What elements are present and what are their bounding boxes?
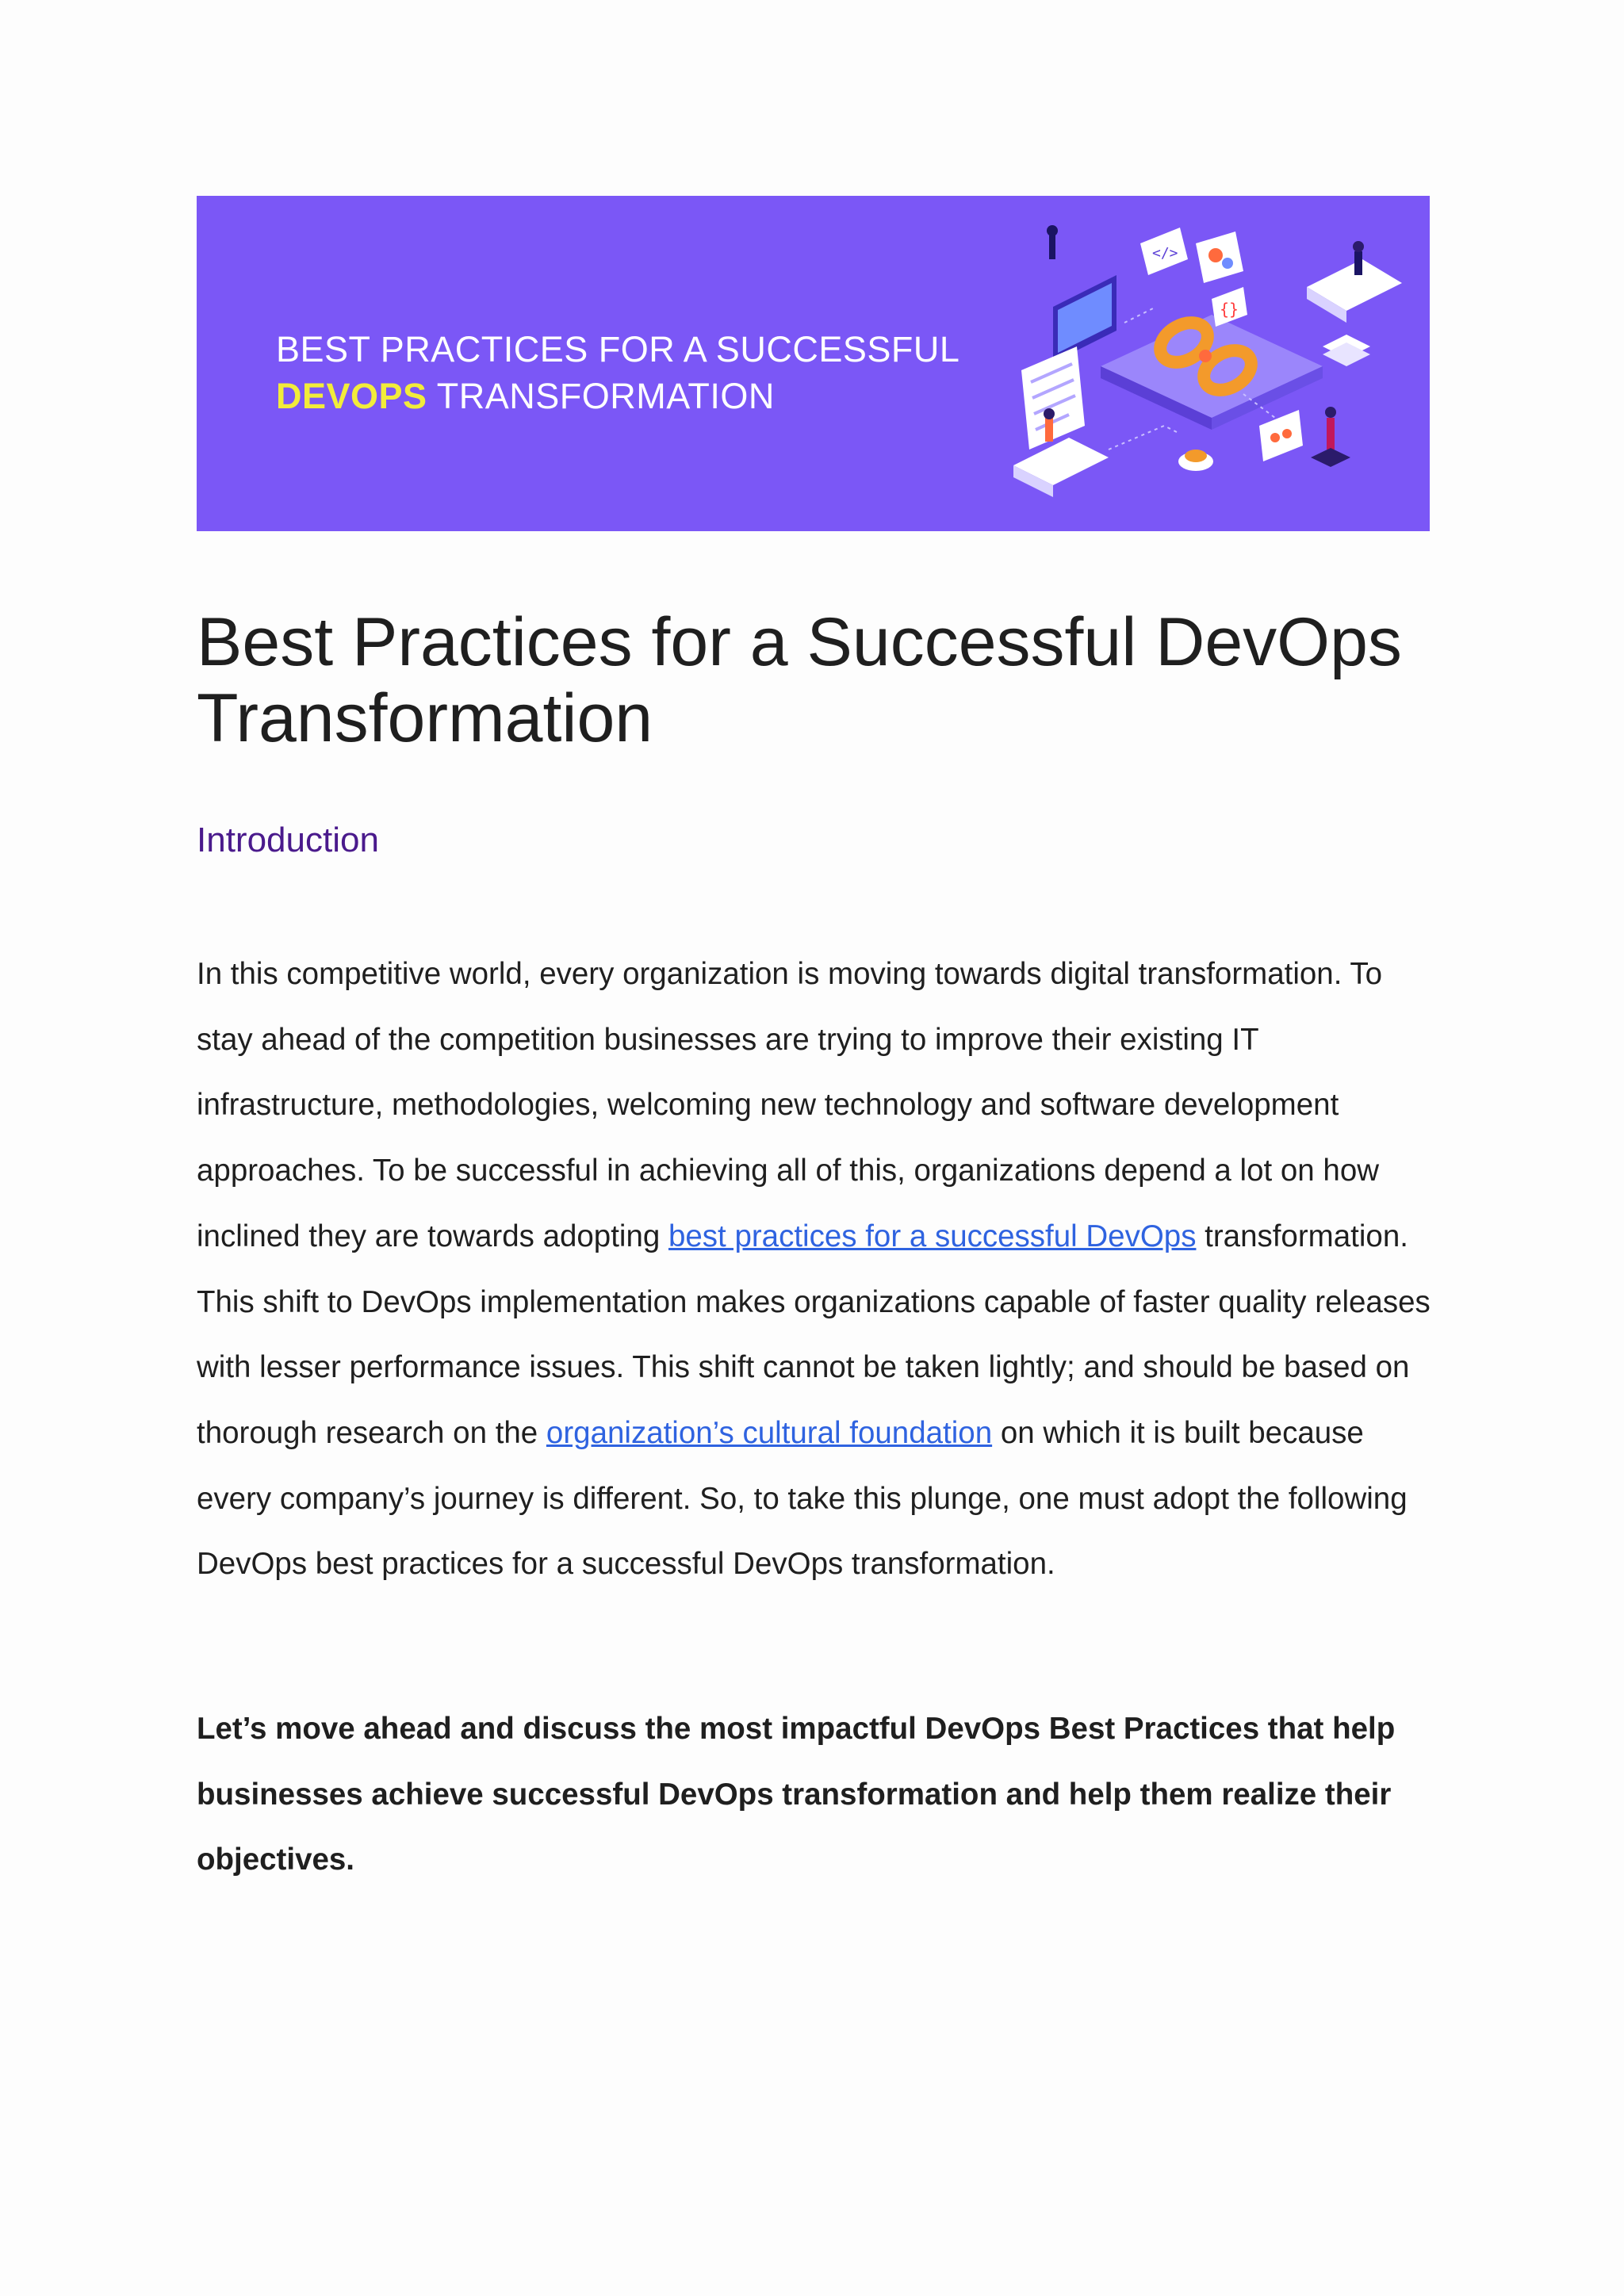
banner-title-line2-rest: TRANSFORMATION — [427, 376, 775, 416]
intro-text-part1: In this competitive world, every organization is moving towards digital transformation. To stay ahead of the competition businesses are trying to improve their existing IT infrastructure, methodologies, welcoming new technology and software development approaches. To be successful in achieving all of this, organizations depend a lot on how inclined they are towards adopting — [197, 957, 1383, 1253]
isometric-devops-illustration-icon — [1005, 212, 1418, 529]
bold-summary-paragraph: Let’s move ahead and discuss the most impactful DevOps Best Practices that help businesses achieve successful DevOps transformation and help them realize their objectives. — [197, 1712, 1396, 1877]
banner-accent-word: DEVOPS — [276, 376, 427, 416]
intro-paragraph — [197, 942, 1434, 1598]
link-best-practices-devops[interactable]: best practices for a successful DevOps — [668, 1219, 1197, 1253]
banner-title-line1: BEST PRACTICES FOR A SUCCESSFUL — [276, 329, 960, 369]
intro-text-part2: transformation. This shift to DevOps implementation makes organizations capable of faster quality releases with lesser performance issues. This shift cannot be taken lightly; and should be based on thorough research on the — [197, 1219, 1431, 1450]
svg-text:</>: </> — [1152, 245, 1178, 262]
banner-title-line2 — [276, 376, 775, 417]
link-organization-cultural-foundation[interactable]: organization’s cultural foundation — [546, 1415, 993, 1450]
svg-text:{}: {} — [1220, 300, 1239, 319]
header-banner — [197, 196, 1430, 531]
page-title: Best Practices for a Successful DevOps Transformation — [197, 604, 1402, 756]
intro-text-part3: on which it is built because every company’s journey is different. So, to take this plunge, one must adopt the following DevOps best practices for a successful DevOps transformation. — [197, 1415, 1408, 1582]
section-heading-introduction: Introduction — [197, 821, 379, 859]
